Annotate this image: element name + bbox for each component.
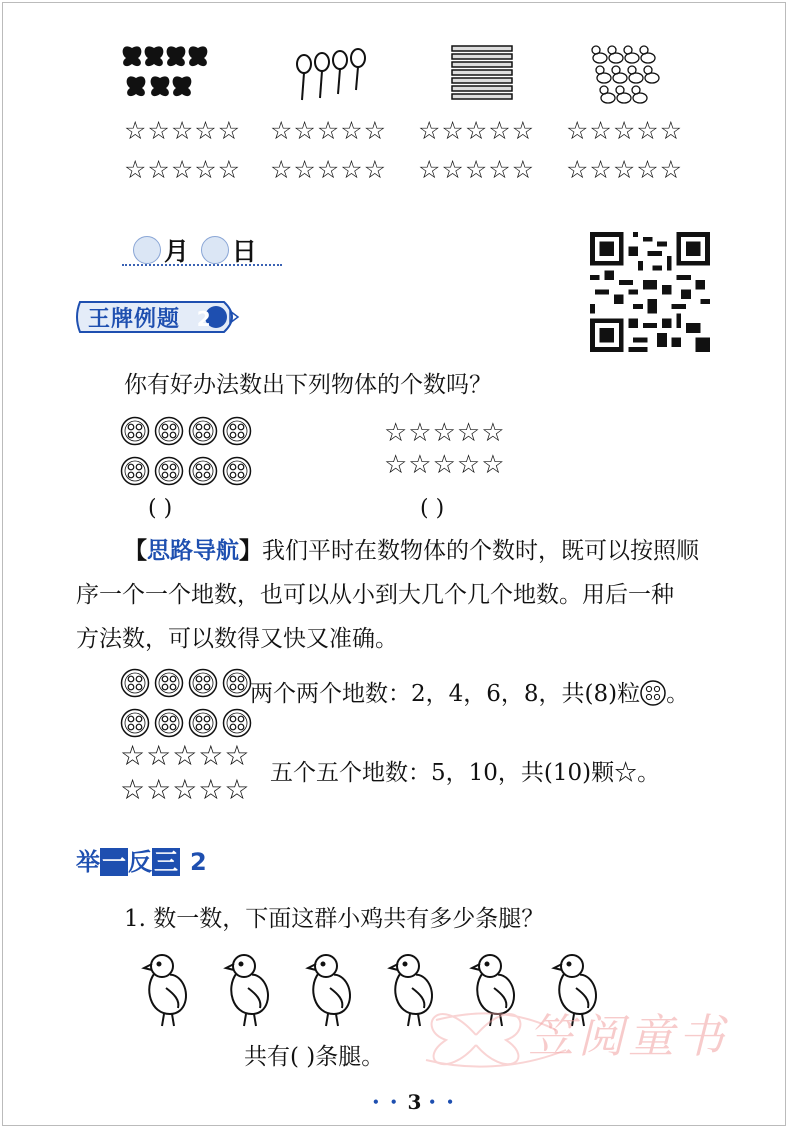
button-icon [154,708,184,742]
hint-line-2: 序一个一个地数，也可以从小到大几个几个地数。用后一种 [76,582,674,608]
button-icon [154,456,184,490]
date-field [130,232,257,268]
button-icon [640,680,666,706]
button-icon [120,416,150,450]
hint-line-3: 方法数，可以数得又快又准确。 [76,626,398,652]
pencil-icon [450,42,516,104]
hint-line-1: 【思路导航】我们平时在数物体的个数时，既可以按照顺 [124,538,699,564]
qr-code-icon[interactable] [590,232,710,352]
banner-title: 王牌例题 2 [88,307,212,332]
star-row: ☆☆☆☆☆ [418,155,536,184]
star-row: ☆☆☆☆☆ [124,116,242,145]
duck-icon [588,42,660,104]
buttons-count-text: 两个两个地数：2，4，6，8，共(8)粒 。 [250,681,690,707]
exercise-question: 1. 数一数，下面这群小鸡共有多少条腿？ [124,906,545,932]
exercise-answer: 共有( )条腿。 [244,1044,385,1070]
page-number: • • 3 • • [372,1090,457,1114]
date-underline [122,264,282,266]
button-icon [120,708,150,742]
day-label: 日 [231,237,257,266]
buttons-grid [120,416,252,490]
button-icon [188,708,218,742]
stars-count-text: 五个五个地数：5，10，共(10)颗☆。 [270,760,661,786]
button-icon [154,668,184,702]
button-icon [188,456,218,490]
answer-blank-right[interactable]: ( ) [420,496,445,521]
button-icon [188,416,218,450]
star-row: ☆☆☆☆☆ [384,418,506,448]
question-text: 你有好办法数出下列物体的个数吗？ [124,372,492,398]
star-row: ☆☆☆☆☆ [418,116,536,145]
button-icon [120,668,150,702]
month-blank[interactable] [133,236,161,264]
month-label: 月 [164,237,190,266]
star-row: ☆☆☆☆☆ [120,739,251,772]
butterfly-icon [120,42,220,104]
hint-title: 思路导航 [147,538,239,564]
star-row: ☆☆☆☆☆ [270,116,388,145]
star-row: ☆☆☆☆☆ [120,773,251,806]
button-icon [120,456,150,490]
button-icon [222,416,252,450]
button-icon [188,668,218,702]
button-icon [222,456,252,490]
lollipop-icon [294,42,374,104]
star-row: ☆☆☆☆☆ [384,450,506,480]
button-icon [154,416,184,450]
star-row: ☆☆☆☆☆ [270,155,388,184]
watermark-text: 笠阅童书 [528,1009,728,1063]
banner-number: 2 [196,307,212,331]
answer-blank-left[interactable]: ( ) [148,496,173,521]
solution-buttons-grid [120,668,252,742]
star-row: ☆☆☆☆☆ [566,155,684,184]
star-row: ☆☆☆☆☆ [566,116,684,145]
star-row: ☆☆☆☆☆ [124,155,242,184]
button-icon [222,708,252,742]
button-icon [222,668,252,702]
day-blank[interactable] [201,236,229,264]
section-title: 举一反三 2 [76,848,207,876]
